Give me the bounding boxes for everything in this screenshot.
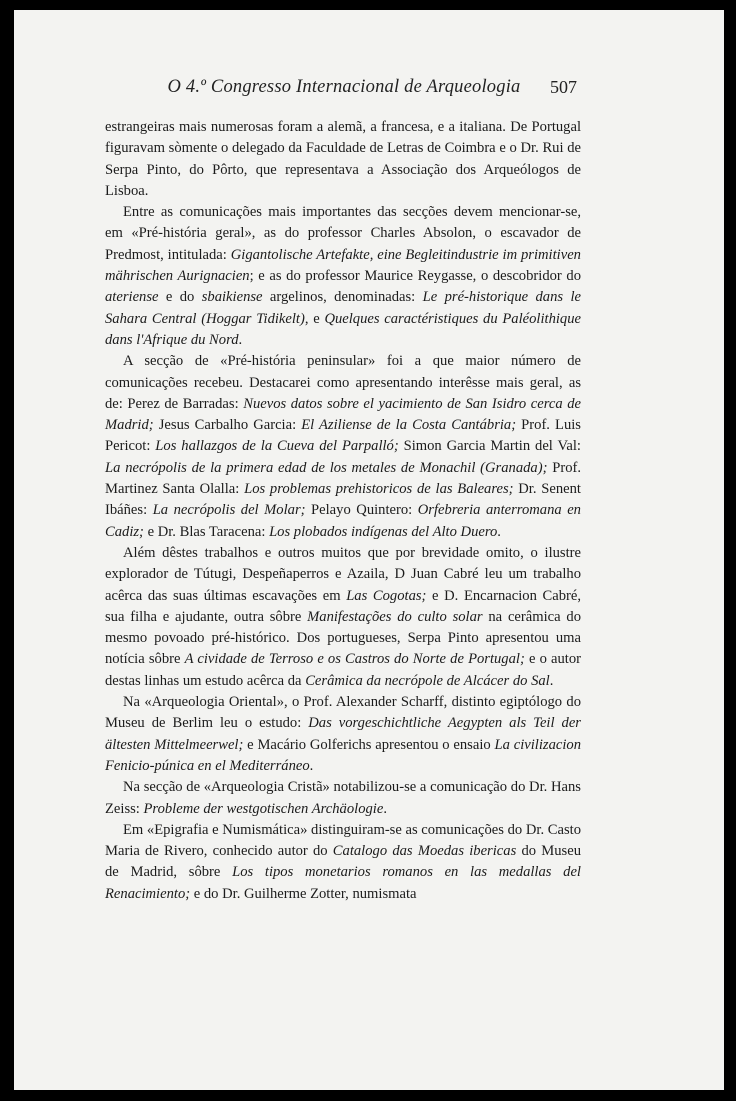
- text-run: e D. Encarnacion Cabré, sua filha e ajudante, outra sôbre: [105, 587, 581, 625]
- paragraph: [105, 543, 581, 692]
- italic-title: A cividade de Terroso e os Castros do Norte de Portugal;: [184, 651, 525, 668]
- text-run: e Dr. Blas Taracena:: [143, 523, 270, 540]
- italic-title: Nuevos datos sobre el yacimiento de San Isidro cerca de Madrid;: [105, 395, 582, 434]
- text-run: A secção de «Pré-história peninsular» foi a que maior número de comunicações recebeu. Destacarei como apresentando interêsse mais geral, as de: Perez de Barradas:: [105, 353, 581, 412]
- text-run: Além dêstes trabalhos e outros muitos que por brevidade omito, o ilustre explorador de Tútugi, Despeñaperros e Azaila, D Juan Cabré leu um trabalho acêrca das suas últimas escavações em: [105, 544, 581, 604]
- text-run: .: [497, 523, 501, 540]
- italic-title: El Aziliense de la Costa Cantábria;: [301, 417, 517, 434]
- italic-title: Das vorgeschichtliche Aegypten als Teil der ältesten Mittelmeerwel;: [105, 715, 581, 753]
- italic-title: Gigantolische Artefakte, eine Begleitindustrie im primitiven mährischen Aurignacien: [105, 246, 581, 285]
- page-header: [14, 77, 724, 103]
- italic-title: Los tipos monetarios romanos en las medallas del Renacimiento;: [105, 864, 581, 902]
- text-run: na cerâmica do mesmo povoado pré-histórico. Dos portugueses, Serpa Pinto apresentou uma notícia sôbre: [105, 608, 581, 668]
- italic-title: La necrópolis de la primera edad de los metales de Monachil (Granada);: [105, 459, 548, 476]
- text-run: Dr. Senent Ibáñes:: [105, 481, 581, 519]
- text-run: Jesus Carbalho Garcia:: [153, 417, 302, 434]
- text-run: .: [549, 672, 554, 689]
- running-title: O 4.º Congresso Internacional de Arqueologia: [167, 77, 521, 97]
- body-text: [105, 117, 581, 905]
- text-run: e o autor destas linhas um estudo acêrca da: [105, 651, 581, 689]
- paragraph: [105, 117, 581, 202]
- italic-title: Manifestações do culto solar: [307, 608, 483, 625]
- italic-title: Los problemas prehistoricos de las Baleares;: [244, 481, 514, 498]
- text-run: Pelayo Quintero:: [305, 502, 418, 519]
- italic-title: Los hallazgos de la Cueva del Parpalló;: [155, 438, 399, 455]
- text-run: Simon Garcia Martin del Val:: [398, 438, 581, 455]
- text-run: argelinos, denominadas:: [262, 289, 423, 306]
- italic-title: Le pré-historique dans le Sahara Central (Hoggar Tidikelt): [105, 289, 581, 327]
- text-run: estrangeiras mais numerosas foram a alemã, a francesa, e a italiana. De Portugal figuravam sòmente o delegado da Faculdade de Letras de Coimbra e o Dr. Rui de Serpa Pinto, do Pôrto, que representava a Associação dos Arqueólogos de Lisboa.: [105, 119, 581, 199]
- italic-title: Las Cogotas;: [346, 587, 427, 604]
- text-run: ; e as do professor Maurice Reygasse, o descobridor do: [249, 268, 581, 285]
- text-run: Prof. Martinez Santa Olalla:: [105, 459, 581, 498]
- paragraph: [105, 692, 581, 777]
- italic-title: La civilizacion Fenicio-púnica en el Mediterráneo: [105, 736, 581, 774]
- paragraph: [105, 202, 581, 351]
- italic-title: Quelques caractéristiques du Paléolithique dans l'Afrique du Nord: [105, 310, 581, 348]
- text-run: Na «Arqueologia Oriental», o Prof. Alexander Scharff, distinto egiptólogo do Museu de Berlim leu o estudo:: [105, 694, 581, 732]
- italic-title: Los plobados indígenas del Alto Duero: [269, 523, 498, 540]
- text-run: Em «Epigrafia e Numismática» distinguiram-se as comunicações do Dr. Casto Maria de Rivero, conhecido autor do: [105, 821, 581, 860]
- text-run: e Macário Golferichs apresentou o ensaio: [243, 736, 495, 753]
- book-page: [14, 10, 724, 1090]
- text-run: .: [238, 331, 243, 348]
- text-run: Na secção de «Arqueologia Cristã» notabilizou-se a comunicação do Dr. Hans Zeiss:: [105, 779, 581, 817]
- text-run: Prof. Luis Pericot:: [105, 417, 581, 455]
- text-run: e do: [158, 289, 202, 306]
- paragraph: [105, 777, 581, 820]
- italic-title: Cerâmica da necrópole de Alcácer do Sal: [305, 672, 550, 689]
- paragraph: [105, 820, 581, 905]
- text-run: do Museu de Madrid, sôbre: [105, 843, 581, 881]
- italic-title: sbaikiense: [201, 289, 263, 306]
- italic-title: Probleme der westgotischen Archäologie: [143, 800, 384, 817]
- italic-title: ateriense: [105, 289, 159, 306]
- paragraph: [105, 351, 581, 543]
- italic-title: La necrópolis del Molar;: [152, 502, 306, 519]
- italic-title: Catalogo das Moedas ibericas: [332, 843, 517, 860]
- text-run: Entre as comunicações mais importantes das secções devem mencionar-se, em «Pré-história geral», as do professor Charles Absolon, o escavador de Predmost, intitulada:: [105, 204, 581, 263]
- text-run: , e: [304, 310, 325, 327]
- italic-title: Orfebreria anterromana en Cadiz;: [105, 502, 581, 540]
- text-run: .: [309, 757, 314, 774]
- text-run: .: [383, 800, 387, 817]
- page-number: 507: [550, 77, 577, 97]
- text-run: e do Dr. Guilherme Zotter, numismata: [190, 885, 417, 902]
